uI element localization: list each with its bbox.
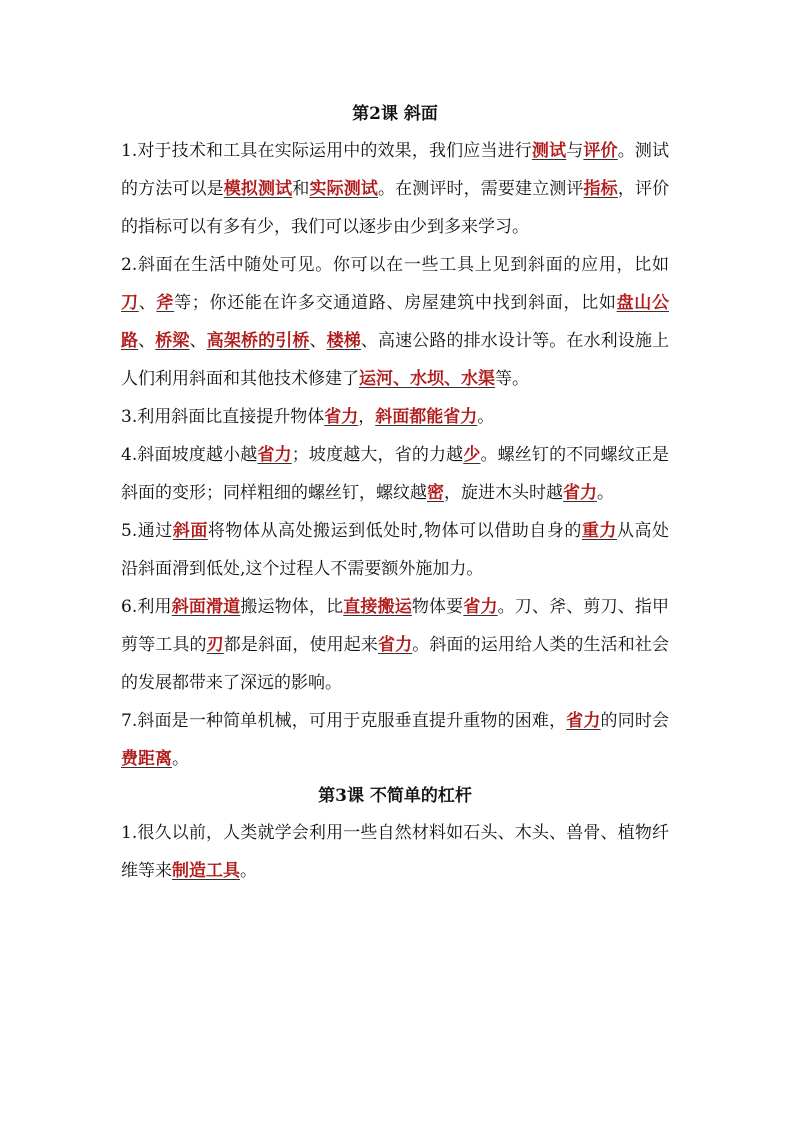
keyword-answer: 刀 xyxy=(121,293,139,313)
paragraph xyxy=(121,588,669,702)
keyword-answer: 指标 xyxy=(583,179,618,199)
keyword-answer: 重力 xyxy=(581,521,617,541)
paragraph-text: 和 xyxy=(292,179,310,199)
paragraph xyxy=(121,246,669,398)
paragraph-text: 1.很久以前，人类就学会利用一些自然材料如石头、木头、兽骨、植物纤维等来 xyxy=(121,823,669,881)
keyword-answer: 斧 xyxy=(156,293,175,313)
keyword-answer: 密 xyxy=(427,483,444,503)
keyword-answer: 省力 xyxy=(463,597,498,617)
keyword-answer: 运河、水坝、水渠 xyxy=(359,369,495,389)
paragraph-text: 的同时会 xyxy=(600,711,670,731)
paragraph-text: 从高处沿斜面滑到低处,这个过程人不需要额外施加力。 xyxy=(121,521,670,579)
keyword-answer: 省力 xyxy=(257,445,292,465)
keyword-answer: 桥梁 xyxy=(155,331,190,351)
paragraph-text: 。 xyxy=(477,407,495,427)
keyword-answer: 评价 xyxy=(583,141,618,161)
paragraph-text: 。测试的方法可以是 xyxy=(121,141,670,199)
paragraph-text: ；坡度越大，省的力越 xyxy=(291,445,464,465)
keyword-answer: 斜面都能省力 xyxy=(375,407,478,427)
keyword-answer: 测试 xyxy=(531,141,567,161)
paragraph-text: 、 xyxy=(189,331,207,351)
keyword-answer: 模拟测试 xyxy=(223,179,293,199)
paragraph-text: 3.利用斜面比直接提升物体 xyxy=(121,407,325,427)
keyword-answer: 实际测试 xyxy=(309,179,378,199)
keyword-answer: 省力 xyxy=(566,711,601,731)
paragraph-text: ，评价的指标可以有多有少，我们可以逐步由少到多来学习。 xyxy=(121,179,670,237)
paragraph-text: 。刀、斧、剪刀、指甲剪等工具的 xyxy=(121,597,670,655)
paragraph xyxy=(121,398,669,436)
keyword-answer: 斜面滑道 xyxy=(171,597,241,617)
paragraph-text: 等；你还能在许多交通道路、房屋建筑中找到斜面，比如 xyxy=(174,293,617,313)
paragraph-text: 。在测评时，需要建立测评 xyxy=(377,179,584,199)
paragraph-text: ，旋进木头时越 xyxy=(444,483,563,503)
paragraph-text: 。 xyxy=(240,861,257,881)
paragraph-text: 将物体从高处搬运到低处时,物体可以借助自身的 xyxy=(207,521,582,541)
keyword-answer: 高架桥的引桥 xyxy=(206,331,310,351)
paragraph-text: 6.利用 xyxy=(121,597,172,617)
paragraph xyxy=(121,132,669,246)
paragraph-text: 、高速公路的排水设计等。在水利设施上人们利用斜面和其他技术修建了 xyxy=(121,331,670,389)
paragraph-text: 。螺丝钉的不同螺纹正是斜面的变形；同样粗细的螺丝钉，螺纹越 xyxy=(121,445,670,503)
keyword-answer: 制造工具 xyxy=(172,861,240,881)
paragraph xyxy=(121,512,669,588)
keyword-answer: 刃 xyxy=(206,635,224,655)
keyword-answer: 直接搬运 xyxy=(343,597,412,617)
keyword-answer: 盘山公路 xyxy=(121,293,670,351)
paragraph-text: 2.斜面在生活中随处可见。你可以在一些工具上见到斜面的应用，比如 xyxy=(121,255,669,275)
paragraph-text: 4.斜面坡度越小越 xyxy=(121,445,258,465)
paragraph-text: 1.对于技术和工具在实际运用中的效果，我们应当进行 xyxy=(121,141,532,161)
paragraph xyxy=(121,436,669,512)
keyword-answer: 斜面 xyxy=(172,521,208,541)
paragraph-text: 、 xyxy=(309,331,327,351)
keyword-answer: 费距离 xyxy=(121,749,172,769)
paragraph-text: 与 xyxy=(566,141,584,161)
section-title: 第3课 不简单的杠杆 xyxy=(318,786,472,806)
document-body xyxy=(121,96,669,890)
keyword-answer: 省力 xyxy=(324,407,359,427)
paragraph-text: 5.通过 xyxy=(121,521,173,541)
paragraph xyxy=(121,814,669,890)
keyword-answer: 少 xyxy=(463,445,481,465)
paragraph-text: 搬运物体，比 xyxy=(240,597,344,617)
paragraph-text: 。 xyxy=(597,483,614,503)
keyword-answer: 楼梯 xyxy=(326,331,361,351)
paragraph-text: 。 xyxy=(172,749,189,769)
paragraph xyxy=(121,702,669,778)
paragraph-text: 。斜面的运用给人类的生活和社会的发展都带来了深远的影响。 xyxy=(121,635,670,693)
section-title: 第2课 斜面 xyxy=(352,104,438,124)
paragraph-text: 7.斜面是一种简单机械，可用于克服垂直提升重物的困难， xyxy=(121,711,567,731)
paragraph-text: 都是斜面，使用起来 xyxy=(223,635,378,655)
keyword-answer: 省力 xyxy=(377,635,413,655)
paragraph-text: ， xyxy=(358,407,376,427)
paragraph-text: 等。 xyxy=(495,369,529,389)
paragraph-text: 物体要 xyxy=(411,597,464,617)
paragraph-text: 、 xyxy=(138,293,157,313)
paragraph-text: 、 xyxy=(138,331,156,351)
keyword-answer: 省力 xyxy=(563,483,597,503)
